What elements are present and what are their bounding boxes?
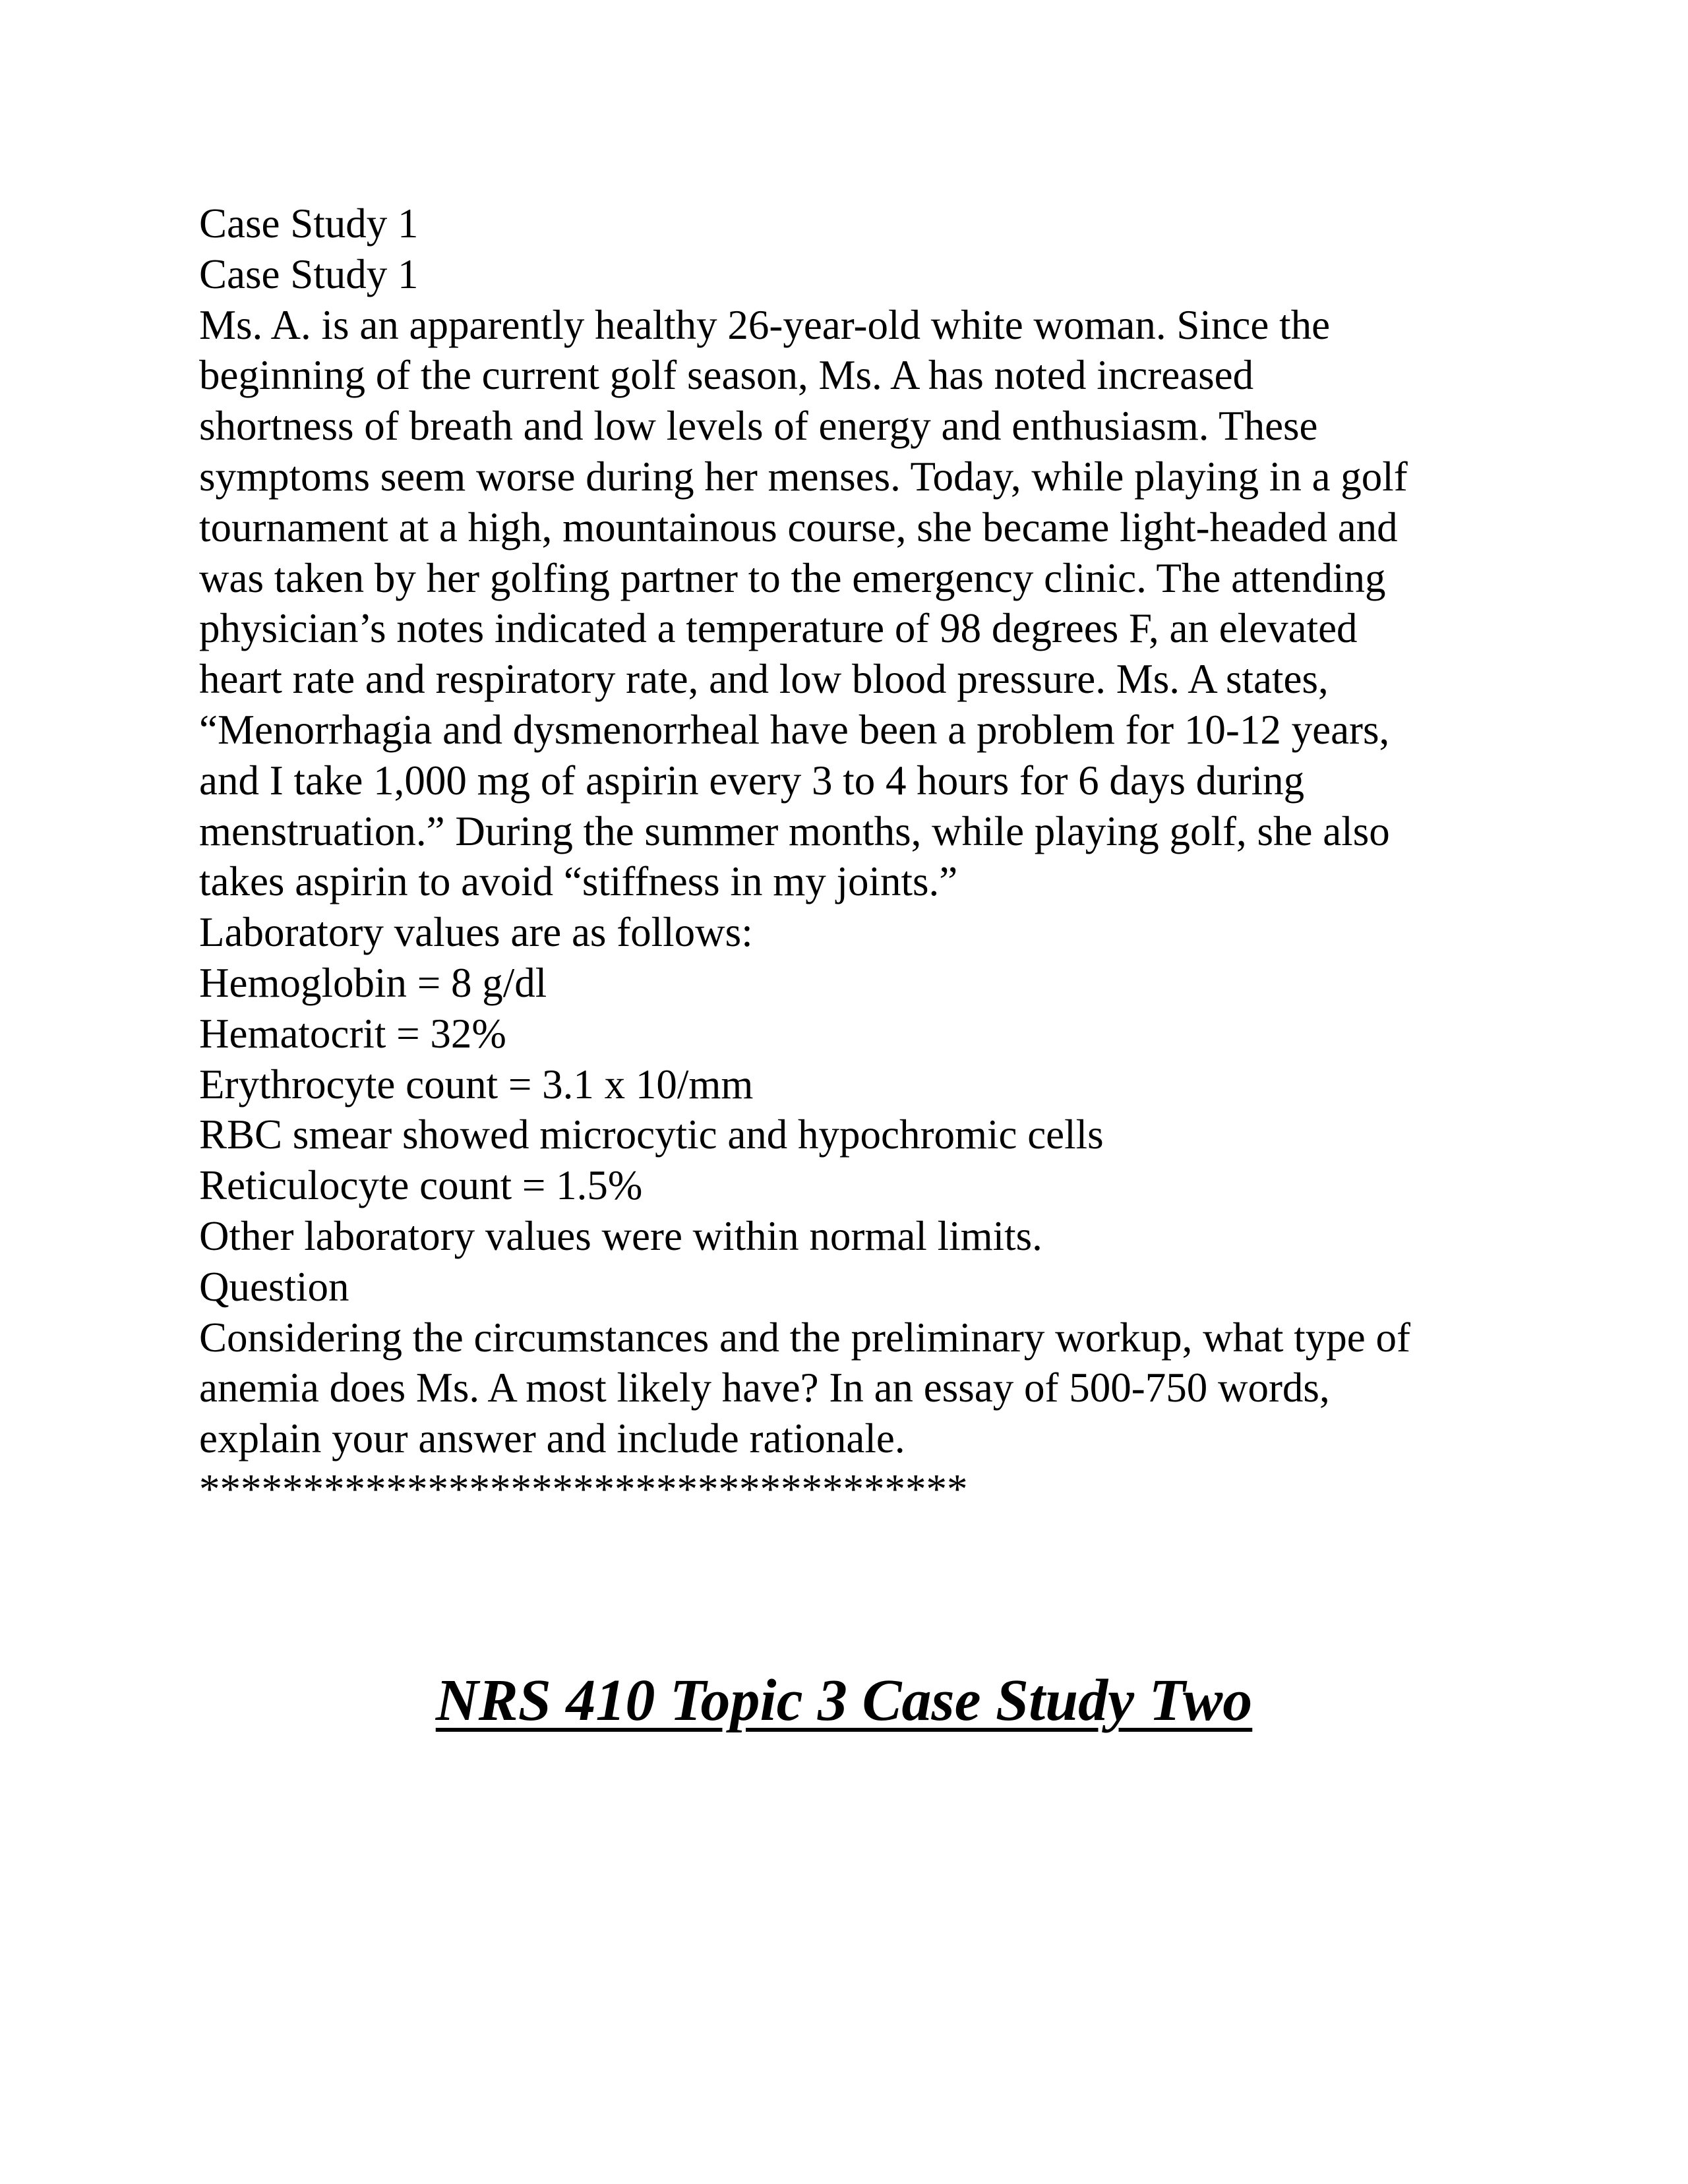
case-study-label: Case Study 1 — [199, 251, 419, 297]
lab-values-intro: Laboratory values are as follows: — [199, 909, 753, 956]
paragraph-line: shortness of breath and low levels of energy and enthusiasm. These — [199, 403, 1318, 450]
case-study-label: Case Study 1 — [199, 200, 419, 247]
paragraph-line: menstruation.” During the summer months, while playing golf, she also — [199, 808, 1390, 854]
paragraph-line: heart rate and respiratory rate, and low blood pressure. Ms. A states, — [199, 656, 1329, 703]
question-line: Considering the circumstances and the preliminary workup, what type of — [199, 1314, 1410, 1361]
lab-values-note: Other laboratory values were within normal limits. — [199, 1212, 1042, 1259]
case-study-body — [199, 198, 1571, 1515]
lab-value-erythrocyte-count: Erythrocyte count = 3.1 x 10/mm — [199, 1061, 754, 1107]
paragraph-line: Ms. A. is an apparently healthy 26-year-old white woman. Since the — [199, 301, 1331, 348]
paragraph-line: tournament at a high, mountainous course, she became light-headed and — [199, 504, 1398, 550]
question-line: explain your answer and include rationale. — [199, 1415, 905, 1462]
section-heading: NRS 410 Topic 3 Case Study Two — [435, 1668, 1253, 1733]
asterisk-divider: ************************************* — [199, 1465, 968, 1512]
question-label: Question — [199, 1263, 349, 1310]
paragraph-line: was taken by her golfing partner to the emergency clinic. The attending — [199, 554, 1386, 601]
lab-value-hemoglobin: Hemoglobin = 8 g/dl — [199, 959, 547, 1006]
lab-value-rbc-smear: RBC smear showed microcytic and hypochromic cells — [199, 1111, 1104, 1158]
question-line: anemia does Ms. A most likely have? In an essay of 500-750 words, — [199, 1365, 1330, 1411]
paragraph-line: “Menorrhagia and dysmenorrheal have been a problem for 10-12 years, — [199, 706, 1390, 753]
paragraph-line: symptoms seem worse during her menses. Today, while playing in a golf — [199, 453, 1408, 500]
lab-value-hematocrit: Hematocrit = 32% — [199, 1010, 506, 1057]
paragraph-line: and I take 1,000 mg of aspirin every 3 to 4 hours for 6 days during — [199, 757, 1305, 804]
paragraph-line: physician’s notes indicated a temperature of 98 degrees F, an elevated — [199, 605, 1358, 652]
paragraph-line: takes aspirin to avoid “stiffness in my joints.” — [199, 858, 958, 905]
paragraph-line: beginning of the current golf season, Ms. A has noted increased — [199, 352, 1254, 399]
lab-value-reticulocyte-count: Reticulocyte count = 1.5% — [199, 1162, 643, 1209]
